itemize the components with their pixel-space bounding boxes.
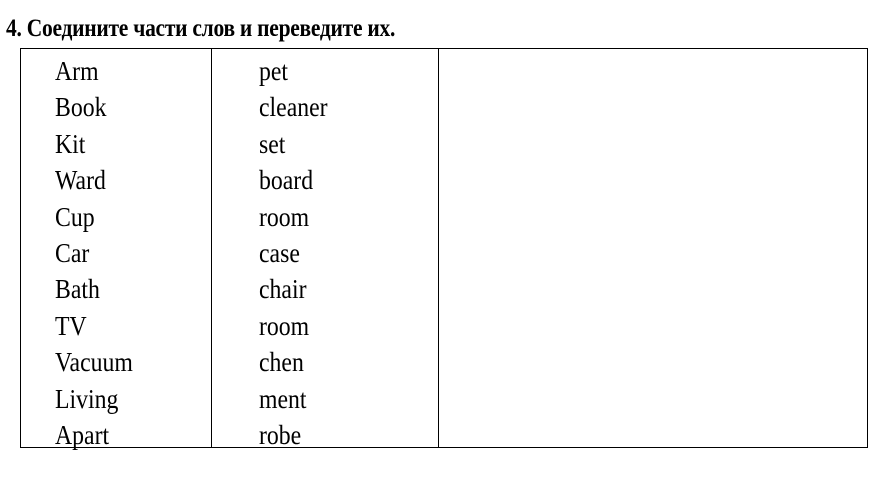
first-part-cell: Ward (55, 165, 106, 196)
second-part-cell: board (259, 165, 314, 196)
first-part-cell: Cup (55, 201, 95, 232)
first-part-cell: Kit (55, 128, 86, 159)
first-part-cell: Car (55, 237, 90, 268)
first-part-cell: Vacuum (55, 347, 133, 378)
second-part-cell: robe (259, 419, 302, 450)
second-part-cell: room (259, 310, 310, 341)
first-part-cell: TV (55, 310, 87, 341)
second-part-cell: case (259, 237, 300, 268)
column-divider (211, 49, 212, 447)
second-part-cell: room (259, 201, 310, 232)
second-part-cell: chair (259, 274, 307, 305)
translation-column (439, 49, 867, 447)
first-part-cell: Living (55, 383, 119, 414)
first-part-cell: Arm (55, 56, 99, 86)
second-part-cell: ment (259, 383, 307, 414)
second-parts-column (259, 53, 337, 453)
word-parts-table (20, 48, 868, 448)
second-part-cell: pet (259, 56, 289, 86)
second-part-cell: cleaner (259, 92, 328, 123)
second-part-cell: set (259, 128, 286, 159)
first-parts-column (55, 53, 143, 453)
first-part-cell: Apart (55, 419, 110, 450)
first-part-cell: Book (55, 92, 107, 123)
first-part-cell: Bath (55, 274, 100, 305)
exercise-title: 4. Соедините части слов и переведите их. (6, 15, 396, 42)
second-part-cell: chen (259, 347, 304, 378)
